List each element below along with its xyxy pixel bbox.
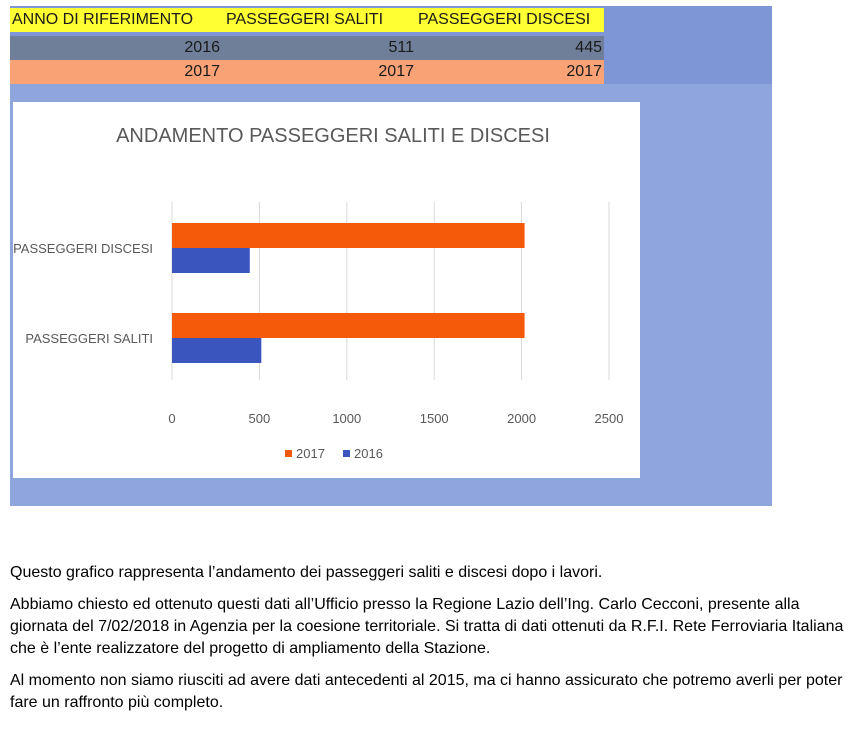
spreadsheet-area [10, 6, 772, 506]
description-text [10, 562, 855, 724]
bar [172, 313, 525, 338]
paragraph: Al momento non siamo riusciti ad avere dati antecedenti al 2015, ma ci hanno assicurato che potremo averli per poter fare un raffronto più completo. [10, 672, 843, 711]
tick-label: 1000 [332, 411, 362, 426]
header-discesi: PASSEGGERI DISCESI [418, 11, 591, 28]
table-row [10, 36, 604, 60]
cell-saliti: 511 [388, 39, 414, 56]
tick-label: 2000 [507, 411, 537, 426]
paragraph: Questo grafico rappresenta l’andamento dei passeggeri saliti e discesi dopo i lavori. [10, 564, 603, 581]
category-label: PASSEGGERI DISCESI [13, 241, 153, 256]
tick-label: 2500 [594, 411, 624, 426]
table-header-row [10, 8, 604, 32]
paragraph: Abbiamo chiesto ed ottenuto questi dati all’Ufficio presso la Regione Lazio dell’Ing. Carlo Cecconi, presente alla giornata del 7/02/2018 in Agenzia per la coesione territoriale. Si tratta di dati ottenuti da R.F.I. Rete Ferroviaria Italiana che è l’ente realizzatore del progetto di ampliamento della Stazione. [10, 596, 844, 657]
legend-swatch [343, 450, 350, 457]
legend-label: 2017 [296, 446, 325, 461]
bar [172, 248, 250, 273]
legend-label: 2016 [354, 446, 383, 461]
header-anno: ANNO DI RIFERIMENTO [12, 11, 194, 28]
tick-label: 1500 [419, 411, 449, 426]
cell-anno: 2017 [184, 63, 220, 80]
header-saliti: PASSEGGERI SALITI [226, 11, 384, 28]
table-row [10, 60, 604, 84]
bar-chart [13, 102, 640, 478]
tick-label: 0 [168, 411, 176, 426]
chart-title: ANDAMENTO PASSEGGERI SALITI E DISCESI [116, 125, 550, 147]
chart-canvas [13, 102, 640, 478]
category-label: PASSEGGERI SALITI [25, 331, 153, 346]
tick-label: 500 [248, 411, 271, 426]
cell-discesi: 2017 [566, 63, 602, 80]
cell-discesi: 445 [575, 39, 602, 56]
legend-swatch [285, 450, 292, 457]
bar [172, 223, 525, 248]
cell-anno: 2016 [184, 39, 220, 56]
bar [172, 338, 261, 363]
cell-saliti: 2017 [378, 63, 414, 80]
